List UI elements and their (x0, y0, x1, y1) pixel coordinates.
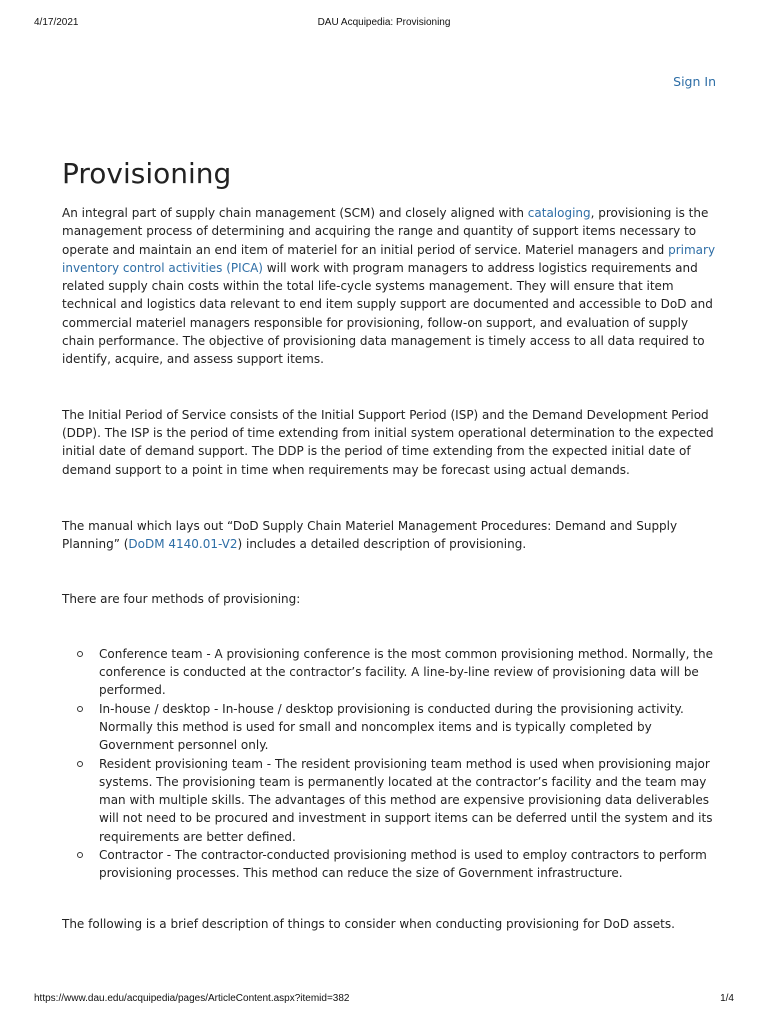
methods-list (62, 645, 722, 883)
intro-paragraph (62, 204, 722, 369)
manual-paragraph (62, 517, 722, 554)
article-content (62, 156, 722, 933)
list-item (99, 700, 722, 755)
print-header (34, 17, 734, 31)
circle-bullet-icon (77, 761, 83, 767)
pica-link[interactable]: primary inventory control activities (PICA) (62, 242, 716, 275)
cataloging-link[interactable]: cataloging (527, 206, 591, 220)
list-item (99, 645, 722, 700)
intro-text-2: , provisioning is the management process of determining and acquiring the range and quantity of support items necessary to operate and maintain an end item of materiel for an initial period of service. Materiel managers and (62, 206, 709, 257)
page-number: 1/4 (720, 993, 734, 1004)
page-title: Provisioning (62, 157, 232, 190)
method-text: Contractor - The contractor-conducted provisioning method is used to employ contractors to perform provisioning processes. This method can reduce the size of Government infrastructure. (99, 848, 707, 881)
print-footer (34, 993, 734, 1007)
methods-intro-paragraph: There are four methods of provisioning: (62, 592, 301, 607)
print-date: 4/17/2021 (34, 17, 79, 28)
circle-bullet-icon (77, 706, 83, 712)
list-item (99, 846, 722, 883)
dodm-link[interactable]: DoDM 4140.01-V2 (128, 537, 238, 552)
list-item (99, 755, 722, 846)
initial-period-paragraph: The Initial Period of Service consists of the Initial Support Period (ISP) and the Demand Development Period (DDP). The ISP is the period of time extending from initial system operational determination to the expected initial date of demand support. The DDP is the period of time extending from the expected initial date of demand support to a point in time when requirements may be forecast using actual demands. (62, 407, 714, 477)
method-text: Conference team - A provisioning conference is the most common provisioning method. Normally, the conference is conducted at the contractor’s facility. A line-by-line review of provisioning data will be performed. (99, 646, 713, 698)
manual-text-1: The manual which lays out “DoD Supply Chain Materiel Management Procedures: Demand and Supply Planning” ( (62, 518, 678, 552)
intro-text-1: An integral part of supply chain management (SCM) and closely aligned with (62, 206, 528, 220)
sign-in-link[interactable]: Sign In (673, 74, 716, 89)
intro-text-3: will work with program managers to address logistics requirements and related supply chain costs within the total life-cycle systems management. They will ensure that item technical and logistics data relevant to end item supply support are documented and accessible to DoD and commercial materiel managers responsible for provisioning, follow-on support, and evaluation of supply chain performance. The objective of provisioning data management is timely access to all data required to identify, acquire, and assess support items. (62, 260, 713, 367)
circle-bullet-icon (77, 852, 83, 858)
manual-text-2: ) includes a detailed description of provisioning. (237, 537, 527, 552)
method-text: In-house / desktop - In-house / desktop provisioning is conducted during the provisioning activity. Normally this method is used for small and noncomplex items and is typically completed by Government personnel only. (99, 701, 684, 753)
considerations-paragraph: The following is a brief description of things to consider when conducting provisioning for DoD assets. (62, 916, 675, 931)
method-text: Resident provisioning team - The resident provisioning team method is used when provisioning major systems. The provisioning team is permanently located at the contractor’s facility and the team may man with multiple skills. The advantages of this method are expensive provisioning data deliverables will not need to be procured and investment in support items can be deferred until the system and its requirements are better defined. (99, 756, 713, 844)
circle-bullet-icon (77, 651, 83, 657)
print-url: https://www.dau.edu/acquipedia/pages/ArticleContent.aspx?itemid=382 (34, 993, 350, 1004)
print-page-title: DAU Acquipedia: Provisioning (317, 17, 451, 28)
